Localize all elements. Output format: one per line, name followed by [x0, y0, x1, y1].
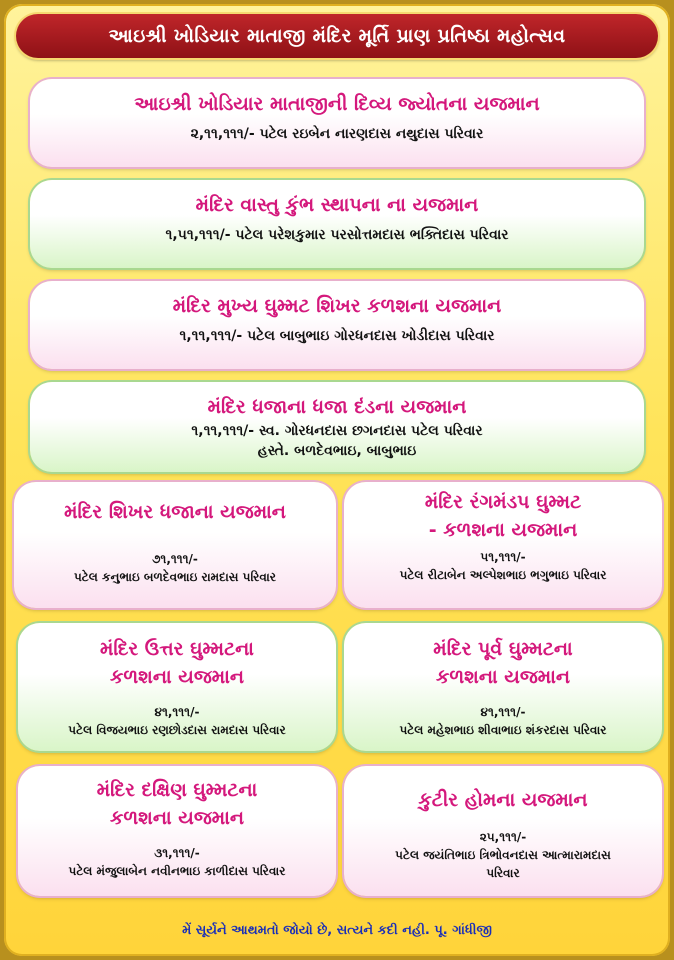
card-donor: પટેલ કનુભાઇ બળદેવભાઇ રામદાસ પરિવાર	[74, 570, 276, 584]
card-amount: ૪૧,૧૧૧/-	[154, 705, 200, 719]
card-donor: પટેલ મહેશભાઇ શીવાભાઇ શંકરદાસ પરિવાર	[399, 723, 607, 737]
card-donor: પટેલ મંજુલાબેન નવીનભાઇ કાળીદાસ પરિવાર	[68, 864, 286, 878]
card-amount: ૩૧,૧૧૧/-	[154, 846, 200, 860]
card-donor: પટેલ રીટાબેન અલ્પેશભાઇ ભગુભાઇ પરિવાર	[399, 568, 607, 582]
card-rangmandap	[344, 482, 662, 608]
card-title-2: કળશના યજમાન	[435, 666, 571, 688]
card-shikhar-dhaja	[14, 482, 336, 608]
card-donor-line-2: હસ્તે. બળદેવભાઇ, બાબુભાઇ	[257, 443, 417, 459]
card-donor: પટેલ વિજયભાઇ રણછોડદાસ રામદાસ પરિવાર	[68, 723, 286, 737]
card-amount: ૭૧,૧૧૧/-	[152, 552, 198, 566]
card-donor-line: ૧,૧૧,૧૧૧/- પટેલ બાબુભાઇ ગોરધનદાસ ખોડીદાસ પરિવાર	[179, 328, 495, 344]
card-kumbh-sthapana	[30, 180, 644, 268]
card-title: મંદિર દક્ષિણ ઘુમ્મટના	[96, 779, 258, 801]
card-title: કુટીર હોમના યજમાન	[418, 789, 588, 811]
card-title: મંદિર શિખર ધજાના યજમાન	[64, 501, 286, 523]
card-uttar-ghummat	[18, 623, 336, 751]
card-title-2: કળશના યજમાન	[109, 666, 245, 688]
card-kutir-hom	[344, 766, 662, 896]
card-purva-ghummat	[344, 623, 662, 751]
card-donor-2: પરિવાર	[486, 866, 520, 880]
header-banner	[16, 14, 658, 58]
card-title-2: - કળશના યજમાન	[428, 519, 578, 541]
card-title: મંદિર ઉત્તર ઘુમ્મટના	[100, 638, 254, 660]
card-title: મંદિર વાસ્તુ કુંભ સ્થાપના ના યજમાન	[195, 194, 479, 216]
card-donor-line: ૧,૫૧,૧૧૧/- પટેલ પરેશકુમાર પરસોત્તમદાસ ભક્તિદાસ પરિવાર	[165, 227, 509, 243]
poster	[4, 4, 670, 956]
card-donor-line: ૧,૧૧,૧૧૧/- સ્વ. ગોરધનદાસ છગનદાસ પટેલ પરિવાર	[191, 423, 483, 439]
header-title: આઇશ્રી ખોડિયાર માતાજી મંદિર મૂર્તિ પ્રાણ પ્રતિષ્ઠા મહોત્સવ	[108, 25, 566, 47]
card-divya-jyot	[30, 79, 644, 167]
card-donor-line: ૨,૧૧,૧૧૧/- પટેલ રઇબેન નારણદાસ નથુદાસ પરિવાર	[190, 126, 484, 142]
card-donor: પટેલ જયંતિભાઇ ત્રિભોવનદાસ આત્મારામદાસ	[395, 848, 611, 862]
card-amount: ૪૧,૧૧૧/-	[480, 705, 526, 719]
card-title: મંદિર પૂર્વ ઘુમ્મટના	[433, 638, 573, 660]
card-amount: ૫૧,૧૧૧/-	[480, 550, 526, 564]
card-title: મંદિર મુખ્ય ઘુમ્મટ શિખર કળશના યજમાન	[172, 295, 502, 317]
card-mukhya-ghummat	[30, 281, 644, 369]
card-amount: ૨૫,૧૧૧/-	[479, 830, 527, 844]
card-dhaja-dand	[30, 382, 644, 472]
card-title: મંદિર ધજાના ધજા દંડના યજમાન	[207, 396, 467, 418]
card-title: મંદિર રંગમંડપ ઘુમ્મટ	[424, 491, 582, 513]
card-dakshin-ghummat	[18, 766, 336, 896]
card-title: આઇશ્રી ખોડિયાર માતાજીની દિવ્ય જ્યોતના યજમાન	[134, 93, 540, 115]
card-title-2: કળશના યજમાન	[109, 807, 245, 829]
footer-quote: મેં સૂર્યને આથમતો જોયો છે, સત્યને કદી નહી. પૂ. ગાંધીજી	[182, 923, 492, 938]
